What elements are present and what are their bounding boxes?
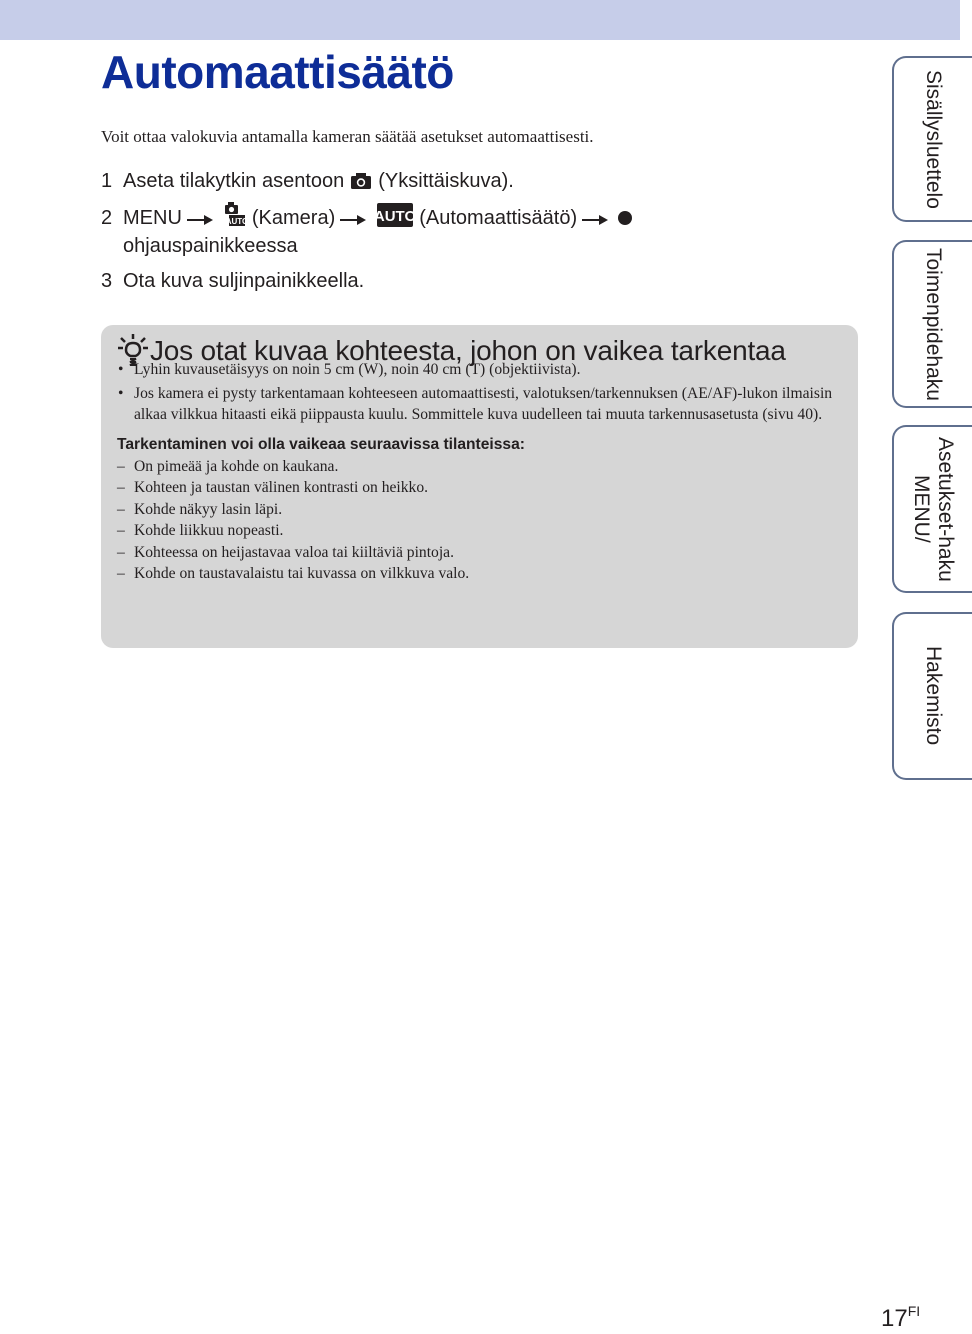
list-item: – Kohde on taustavalaistu tai kuvassa on vilkkuva valo.	[117, 565, 470, 582]
tab-contents-label: Sisällysluettelo	[922, 69, 945, 209]
page-title: Automaattisäätö	[101, 46, 454, 98]
page-lang: FI	[907, 1303, 921, 1319]
tab-menu-label-line1: MENU/	[910, 475, 933, 543]
svg-text:AUTO: AUTO	[225, 217, 249, 226]
auto-mode-icon	[374, 203, 417, 236]
list-item: • Lyhin kuvausetäisyys on noin 5 cm (W), noin 40 cm (T) (objektiivista).	[118, 361, 581, 378]
hint-body	[117, 359, 842, 585]
list-item: – On pimeää ja kohde on kaukana.	[117, 457, 339, 475]
list-item: – Kohteessa on heijastavaa valoa tai kiiltäviä pintoja.	[117, 543, 454, 561]
list-item: • Jos kamera ei pysty tarkentamaan kohteeseen automaattisesti, valotuksen/tarkennuksen (AE/AF)-lukon ilmaisin alkaa vilkkua hitaasti eikä piippausta kuulu. Sommittele kuva uudelleen tai muuta tarkennusasetusta (sivu 40).	[118, 384, 833, 423]
step-text: Aseta tilakytkin asentoon	[123, 170, 345, 192]
list-item: – Kohde näkyy lasin läpi.	[117, 500, 283, 518]
step-2-continued: ohjauspainikkeessa	[123, 235, 298, 257]
hint-subheading: Tarkentaminen voi olla vaikeaa seuraavissa tilanteissa:	[117, 435, 525, 453]
intro-text: Voit ottaa valokuvia antamalla kameran säätää asetukset automaattisesti.	[101, 127, 594, 146]
list-item: – Kohteen ja taustan välinen kontrasti on heikko.	[117, 479, 429, 496]
camera-label: (Kamera)	[251, 207, 336, 229]
svg-text:AUTO: AUTO	[374, 208, 417, 225]
tab-action-search[interactable]	[892, 240, 972, 408]
arrow-icon	[581, 205, 609, 235]
tab-index-label: Hakemisto	[922, 646, 945, 746]
tab-menu-settings-search[interactable]	[892, 425, 972, 593]
tab-menu-label-line2: Asetukset-haku	[934, 436, 957, 582]
arrow-icon	[339, 205, 367, 235]
step-3	[101, 266, 364, 296]
page-number: $17^{FI}$	[881, 1303, 921, 1332]
hint-title: Jos otat kuvaa kohteesta, johon on vaikea tarkentaa	[150, 335, 786, 366]
menu-label: MENU	[123, 207, 182, 229]
step-number: 3	[101, 270, 113, 292]
list-item: – Kohde liikkuu nopeasti.	[117, 522, 284, 539]
step-text-end: (Yksittäiskuva).	[378, 170, 514, 192]
step-text: Ota kuva suljinpainikkeella.	[123, 270, 365, 292]
step-number: 2	[101, 207, 113, 229]
still-camera-icon	[350, 169, 372, 199]
center-button-icon	[617, 205, 633, 235]
tab-action-search-label: Toimenpidehaku	[922, 247, 945, 401]
hint-box	[101, 325, 858, 648]
step-number: 1	[101, 170, 113, 192]
step-1	[101, 166, 514, 199]
tab-index[interactable]	[892, 612, 972, 780]
top-band	[0, 0, 960, 40]
tab-contents[interactable]	[892, 56, 972, 222]
auto-label: (Automaattisäätö)	[419, 207, 578, 229]
